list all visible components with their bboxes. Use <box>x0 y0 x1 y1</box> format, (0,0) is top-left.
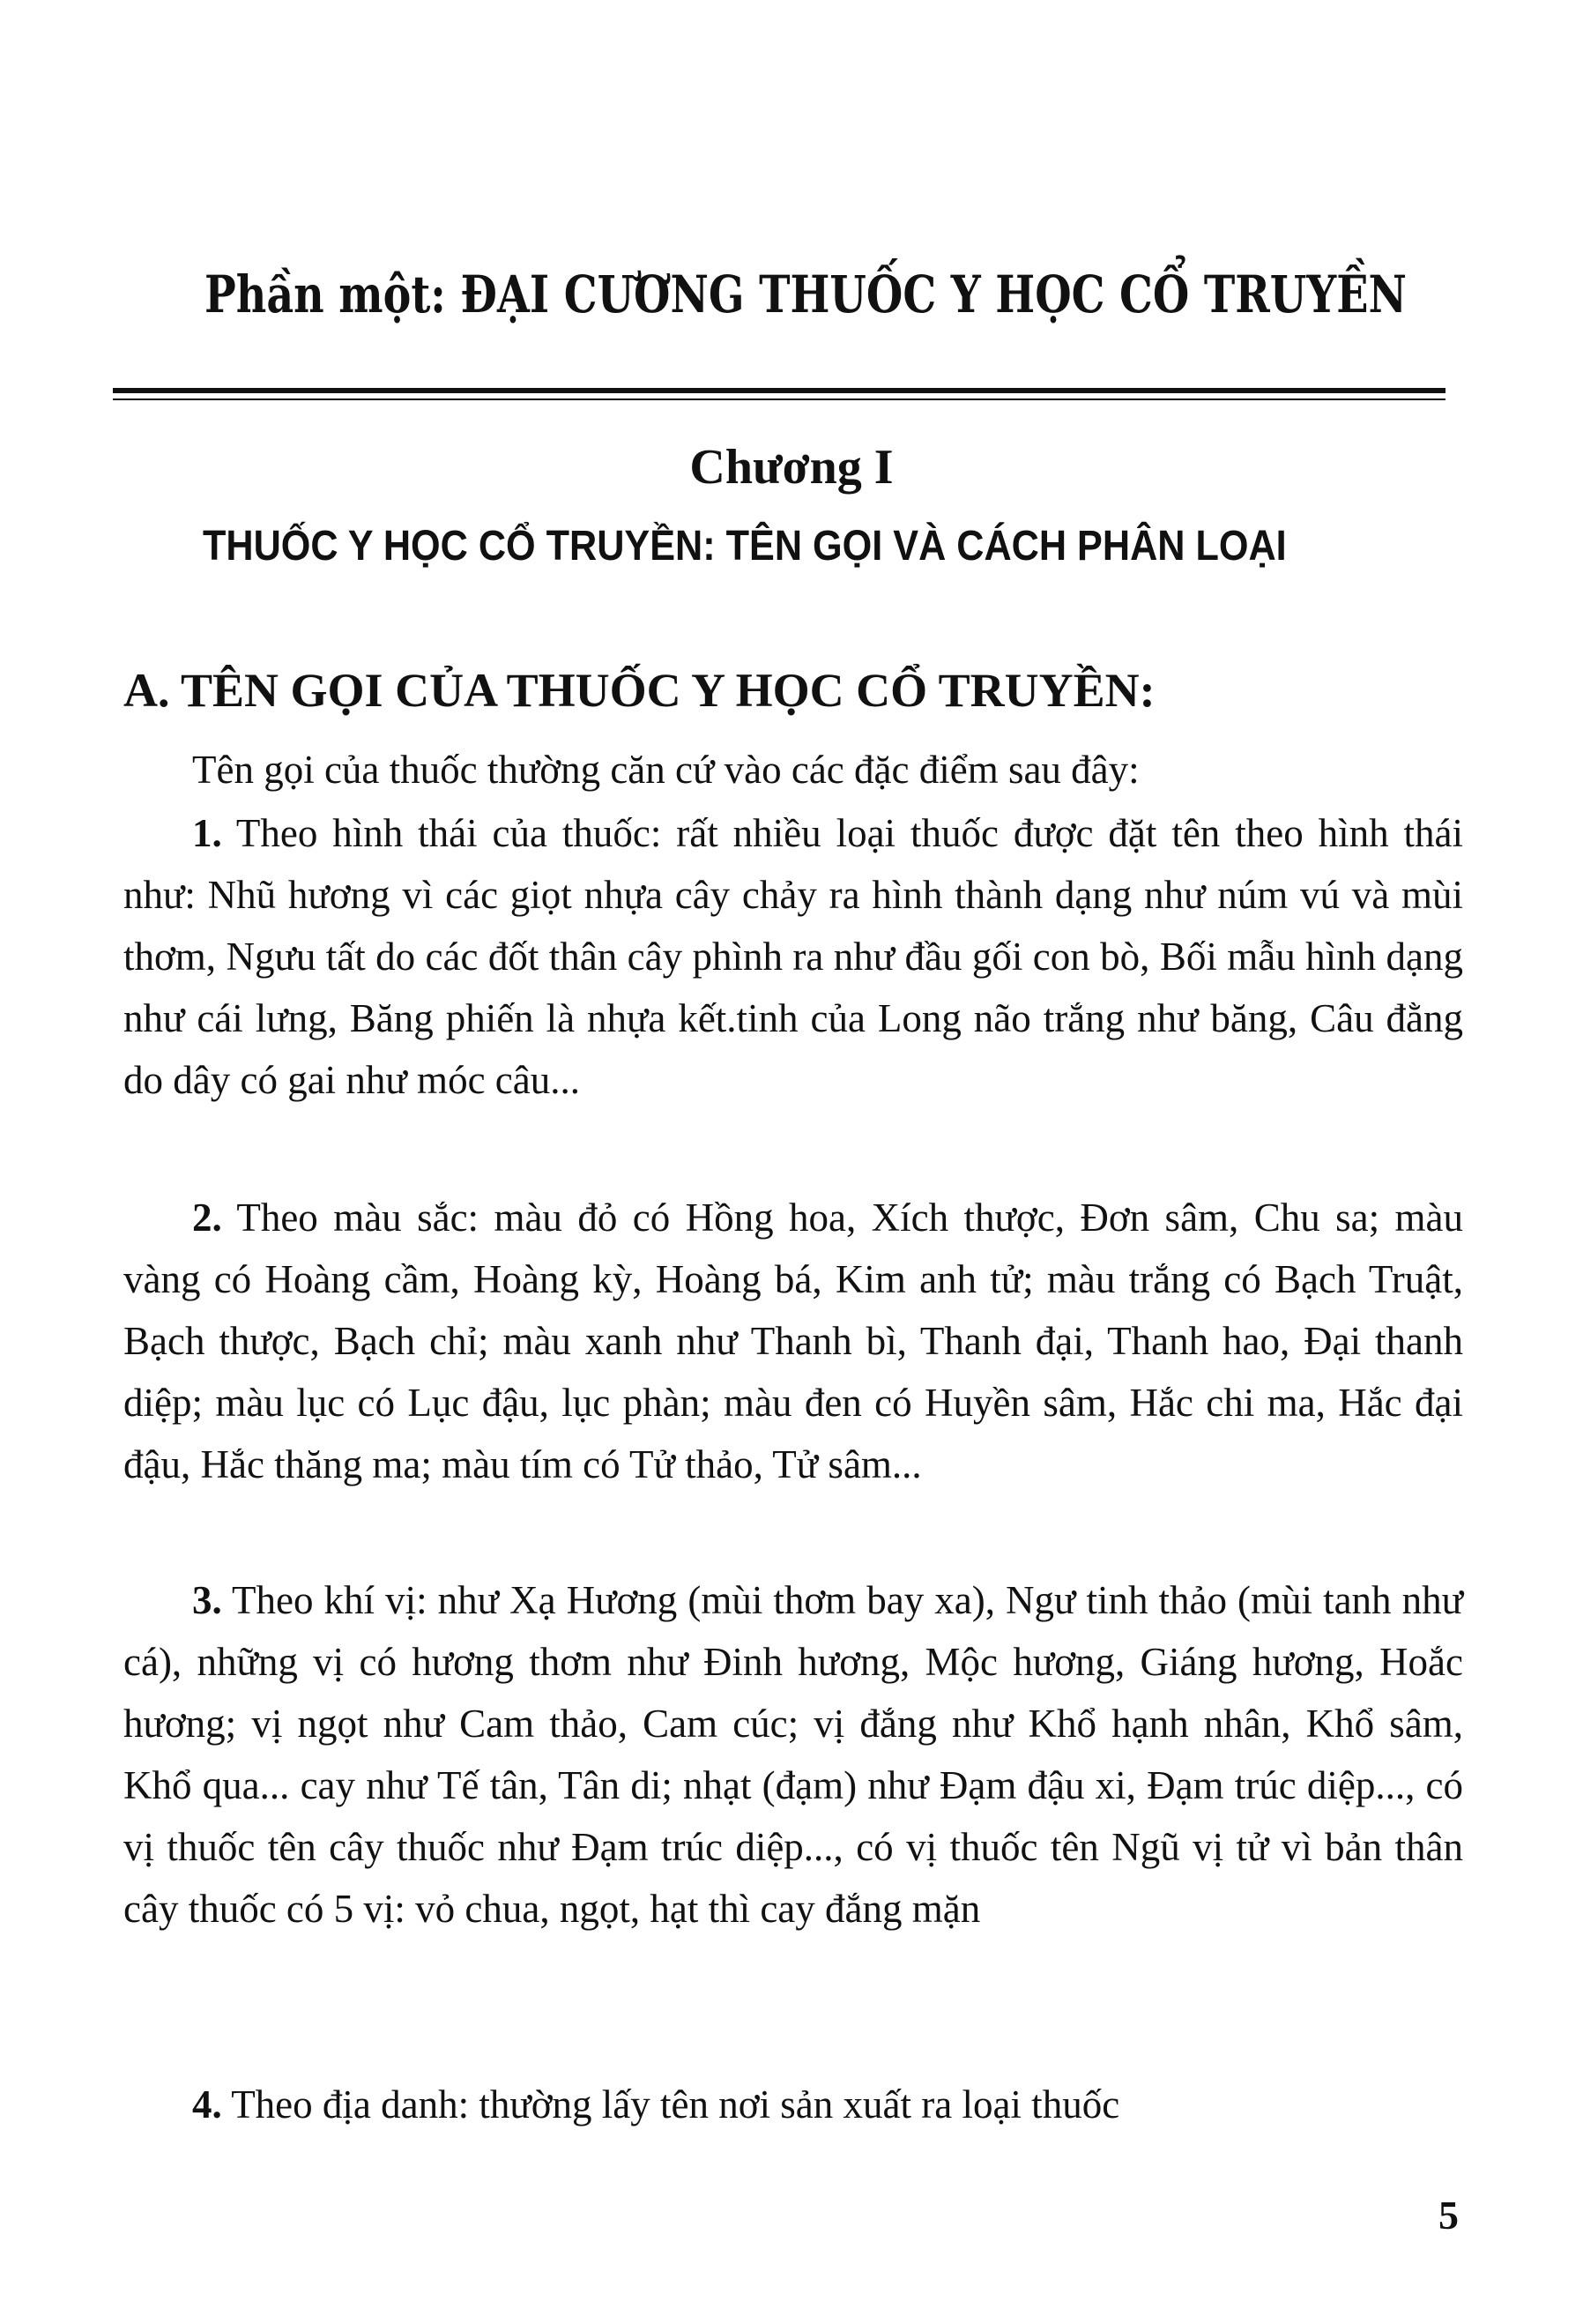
item-text: Theo màu sắc: màu đỏ có Hồng hoa, Xích thược, Đơn sâm, Chu sa; màu vàng có Hoàng cầm, Hoàng kỳ, Hoàng bá, Kim anh tử; màu trắng có Bạch Truật, Bạch thược, Bạch chỉ; màu xanh như Thanh bì, Thanh đại, Thanh hao, Đại thanh diệp; màu lục có Lục đậu, lục phàn; màu đen có Huyền sâm, Hắc chi ma, Hắc đại đậu, Hắc thăng ma; màu tím có Tử thảo, Tử sâm... <box>123 1196 1463 1486</box>
item-text: Theo khí vị: như Xạ Hương (mùi thơm bay xa), Ngư tinh thảo (mùi tanh như cá), những vị có hương thơm như Đinh hương, Mộc hương, Giáng hương, Hoắc hương; vị ngọt như Cam thảo, Cam cúc; vị đắng như Khổ hạnh nhân, Khổ sâm, Khổ qua... cay như Tế tân, Tân di; nhạt (đạm) như Đạm đậu xi, Đạm trúc diệp..., có vị thuốc tên cây thuốc như Đạm trúc diệp..., có vị thuốc tên Ngũ vị tử vì bản thân cây thuốc có 5 vị: vỏ chua, ngọt, hạt thì cay đắng mặn <box>123 1578 1463 1931</box>
item-number: 3. <box>192 1578 222 1622</box>
item-text: Theo địa danh: thường lấy tên nơi sản xuất ra loại thuốc <box>231 2082 1120 2127</box>
title-rule-thin <box>113 399 1446 400</box>
item-number: 2. <box>192 1196 222 1240</box>
intro-paragraph: Tên gọi của thuốc thường căn cứ vào các đặc điểm sau đây: <box>192 748 1140 792</box>
paragraph-item-3 <box>123 1569 1463 1940</box>
item-number: 4. <box>192 2082 222 2127</box>
item-number: 1. <box>192 811 222 855</box>
section-heading: A. TÊN GỌI CỦA THUỐC Y HỌC CỔ TRUYỀN: <box>123 664 1156 717</box>
chapter-number: Chương I <box>689 440 894 495</box>
item-text: Theo hình thái của thuốc: rất nhiều loại thuốc được đặt tên theo hình thái như: Nhũ hương vì các giọt nhựa cây chảy ra hình thành dạng như núm vú và mùi thơm, Ngưu tất do các đốt thân cây phình ra như đầu gối con bò, Bối mẫu hình dạng như cái lưng, Băng phiến là nhựa kết.tinh của Long não trắng như băng, Câu đằng do dây có gai như móc câu... <box>123 811 1464 1102</box>
title-rule-thick <box>113 388 1446 393</box>
paragraph-item-2 <box>123 1187 1463 1495</box>
page-number: 5 <box>1438 2193 1459 2238</box>
chapter-title: THUỐC Y HỌC CỔ TRUYỀN: TÊN GỌI VÀ CÁCH PHÂN LOẠI <box>203 523 1287 570</box>
paragraph-item-4 <box>123 2074 1463 2135</box>
part-title: Phần một: ĐẠI CƯƠNG THUỐC Y HỌC CỔ TRUYỀN <box>204 264 1407 324</box>
paragraph-item-1 <box>123 802 1463 1111</box>
